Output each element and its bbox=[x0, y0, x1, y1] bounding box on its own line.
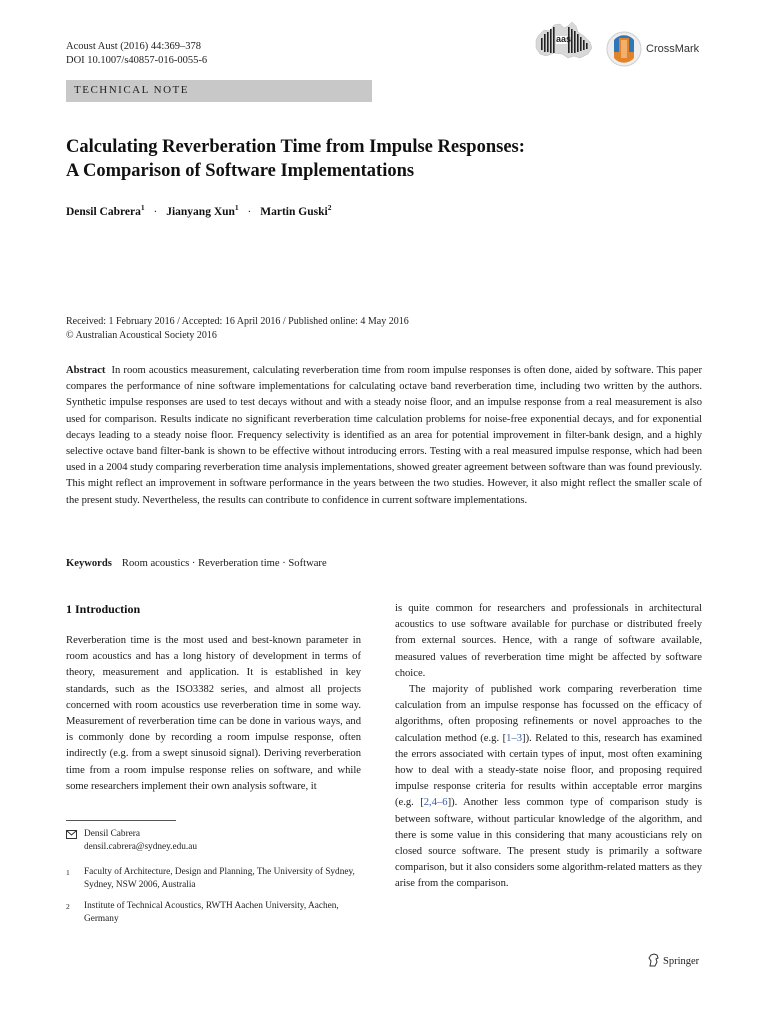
corresponding-author bbox=[66, 828, 361, 854]
author-name[interactable]: Densil Cabrera bbox=[66, 205, 141, 218]
paragraph: is quite common for researchers and professionals in architectural acoustics to use software available for purchase or distributed freely from external sources. Hence, with a range of software available, measured values of reverberation time might be affected by software choice. bbox=[395, 603, 702, 679]
author-affiliation-mark: 1 bbox=[234, 203, 239, 212]
corresponding-email[interactable]: densil.cabrera@sydney.edu.au bbox=[84, 842, 198, 852]
publisher-name: Springer bbox=[663, 956, 700, 967]
paper-title bbox=[66, 135, 686, 183]
affiliation-text: Faculty of Architecture, Design and Planning, The University of Sydney, Sydney, NSW 2006, Australia bbox=[84, 867, 355, 890]
footnote-divider bbox=[66, 820, 176, 821]
abstract-label: Abstract bbox=[66, 365, 106, 376]
journal-reference: Acoust Aust (2016) 44:369–378 bbox=[66, 41, 202, 52]
author-name[interactable]: Martin Guski bbox=[260, 205, 328, 218]
affiliation-number: 2 bbox=[66, 902, 70, 911]
citation-link[interactable]: 2,4–6 bbox=[423, 797, 448, 809]
crossmark-icon bbox=[606, 30, 642, 68]
paragraph bbox=[395, 682, 702, 893]
aas-logo-text: aas bbox=[556, 34, 572, 44]
paragraph: Reverberation time is the most used and best-known parameter in room acoustics and has a long history of development in terms of theory, measurement and application. It is established in key standards, such as the ISO3382 series, and almost all projects concerned with room acoustics use reverberation time in some way. Measurement of reverberation time can be done in various ways, and is commonly done by recording a room impulse response, often indirectly (e.g. from a swept sinusoid signal). Deriving reverberation time from a room impulse response relies on software, and while some researchers implement their own analysis software, it bbox=[66, 635, 361, 792]
author-separator: · bbox=[247, 205, 252, 218]
crossmark-label: CrossMark bbox=[646, 43, 700, 55]
author-affiliation-mark: 2 bbox=[327, 203, 332, 212]
paragraph-text: ]). Related to this, research has examined the errors associated with certain types of input, most often examining how to deal with a steady-state noise floor, and proposing required impulse response criteria for results within acceptable error margins (e.g. [ bbox=[395, 732, 702, 809]
crossmark-badge[interactable] bbox=[606, 30, 706, 70]
doi[interactable]: DOI 10.1007/s40857-016-0055-6 bbox=[66, 55, 208, 66]
copyright: © Australian Acoustical Society 2016 bbox=[66, 329, 217, 341]
section-heading: 1 Introduction bbox=[66, 602, 141, 616]
author-name[interactable]: Jianyang Xun bbox=[166, 205, 235, 218]
affiliation-number: 1 bbox=[66, 868, 70, 877]
springer-horse-icon bbox=[648, 953, 660, 967]
title-line-2: A Comparison of Software Implementations bbox=[66, 161, 415, 181]
publication-dates bbox=[66, 315, 409, 342]
author-separator: · bbox=[153, 205, 158, 218]
left-column-text bbox=[66, 633, 361, 795]
title-line-1: Calculating Reverberation Time from Impulse Responses: bbox=[66, 137, 525, 157]
author-affiliation-mark: 1 bbox=[140, 203, 145, 212]
affiliation-2 bbox=[66, 900, 361, 926]
aas-logo bbox=[532, 20, 598, 62]
citation-link[interactable]: 1–3 bbox=[506, 732, 523, 744]
abstract-text: In room acoustics measurement, calculating reverberation time from room impulse responses is often done, aided by software. This paper compares the performance of nine software implementations for calculating octave band reverberation time, including two written by the authors. Synthetic impulse responses are used to test decays without and with a steady noise floor, and an impulse response from a real measurement is also used for comparison. Results indicate no significant reverberation time calculation problems for noise-free exponential decays, and for exponential decays leading to a steady noise floor. Frequency selectivity is identified as an area for potential improvement in filter-bank design, and a highly selective octave band filter-bank is shown to be effective without introducing errors. Testing with a real measured impulse response, which had been used in a 2004 study comparing reverberation time analysis implementations, showed greater agreement between software than was found previously. This might reflect an improvement in software performance in the years between the two studies. However, it also might reflect the smaller scale of the present study. Nevertheless, the results can contribute to confidence in current software implementations. bbox=[66, 365, 702, 506]
paragraph-text: ]). Another less common type of comparison study is between software, without particular knowledge of the algorithm, and there is some value in this considering that many acousticians rely on closed source software. The present study is primarily a software comparison, but it also considers some algorithm-related matters as they arise from the comparison. bbox=[395, 797, 703, 890]
publication-history: Received: 1 February 2016 / Accepted: 16 April 2016 / Published online: 4 May 2016 bbox=[66, 316, 409, 327]
keywords-text: Room acoustics · Reverberation time · Software bbox=[121, 558, 327, 569]
affiliation-1 bbox=[66, 866, 361, 892]
author-list bbox=[66, 203, 331, 218]
publisher-mark bbox=[648, 953, 699, 967]
affiliation-text: Institute of Technical Acoustics, RWTH Aachen University, Aachen, Germany bbox=[84, 901, 339, 924]
envelope-icon bbox=[66, 830, 77, 839]
keywords bbox=[66, 558, 327, 569]
article-type: TECHNICAL NOTE bbox=[74, 84, 189, 96]
abstract bbox=[66, 363, 702, 509]
corresponding-name: Densil Cabrera bbox=[84, 829, 141, 839]
paragraph-text: The majority of published work comparing reverberation time calculation from an impulse response has focussed on the efficacy of algorithms, often proposing refinements or novel approaches to the calculation method (e.g. [ bbox=[395, 684, 702, 744]
right-column-text bbox=[395, 601, 702, 893]
keywords-label: Keywords bbox=[66, 558, 112, 569]
